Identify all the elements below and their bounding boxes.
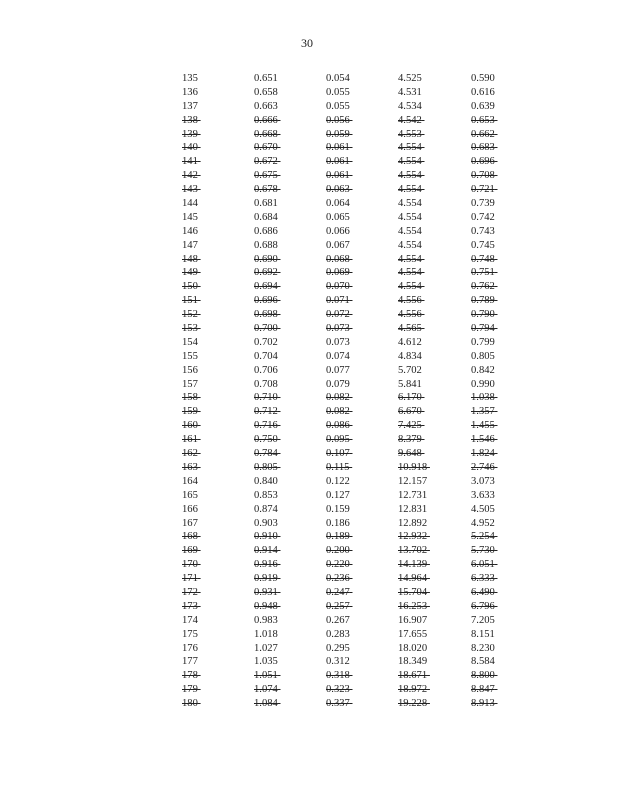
table-cell: 0.082 <box>326 406 350 418</box>
table-cell: 0.070 <box>326 281 350 293</box>
table-cell: 139 <box>182 128 198 140</box>
table-cell: 0.063 <box>326 184 350 196</box>
table-cell: 0.186 <box>326 517 350 529</box>
table-cell: 8.379 <box>398 434 422 446</box>
table-cell: 1.051 <box>254 670 278 682</box>
table-cell: 3.073 <box>471 475 495 487</box>
table-cell: 173 <box>182 600 198 612</box>
table-cell: 135 <box>182 73 198 84</box>
table-cell: 0.056 <box>326 114 350 126</box>
table-cell: 137 <box>182 100 198 112</box>
table-cell: 0.696 <box>471 156 495 168</box>
table-cell: 144 <box>182 198 198 210</box>
table-cell: 1.018 <box>254 628 278 640</box>
table-cell: 8.847 <box>471 684 495 696</box>
table-cell: 17.655 <box>398 628 428 640</box>
table-cell: 180 <box>182 698 198 710</box>
table-cell: 0.668 <box>254 128 278 140</box>
table-cell: 156 <box>182 364 198 376</box>
table-cell: 0.708 <box>471 170 495 182</box>
table-cell: 152 <box>182 309 198 321</box>
table-cell: 0.688 <box>254 239 278 251</box>
table-cell: 0.065 <box>326 211 350 223</box>
table-cell: 4.834 <box>398 350 422 362</box>
table-cell: 166 <box>182 503 198 515</box>
table-cell: 0.672 <box>254 156 278 168</box>
table-cell: 0.910 <box>254 531 278 543</box>
table-cell: 4.525 <box>398 73 422 84</box>
table-cell: 0.662 <box>471 128 495 140</box>
table-cell: 175 <box>182 628 198 640</box>
table-cell: 0.694 <box>254 281 278 293</box>
table-cell: 0.853 <box>254 489 278 501</box>
table-cell: 0.745 <box>471 239 495 251</box>
table-cell: 4.565 <box>398 323 422 335</box>
table-cell: 0.079 <box>326 378 350 390</box>
table-cell: 0.762 <box>471 281 495 293</box>
table-cell: 0.082 <box>326 392 350 404</box>
table-cell: 140 <box>182 142 198 154</box>
table-cell: 0.312 <box>326 656 350 668</box>
table-cell: 6.333 <box>471 573 495 585</box>
table-cell: 0.086 <box>326 420 350 432</box>
table-cell: 0.716 <box>254 420 278 432</box>
table-cell: 8.913 <box>471 698 495 710</box>
table-cell: 12.831 <box>398 503 428 515</box>
table-cell: 146 <box>182 225 198 237</box>
table-cell: 0.267 <box>326 614 350 626</box>
table-cell: 0.247 <box>326 586 350 598</box>
table-cell: 161 <box>182 434 198 446</box>
table-cell: 18.972 <box>398 684 428 696</box>
table-cell: 0.122 <box>326 475 350 487</box>
table-cell: 0.751 <box>471 267 495 279</box>
table-cell: 151 <box>182 295 198 307</box>
table-cell: 0.295 <box>326 642 350 654</box>
table-cell: 4.554 <box>398 156 422 168</box>
table-cell: 4.952 <box>471 517 495 529</box>
table-cell: 4.554 <box>398 267 422 279</box>
table-cell: 167 <box>182 517 198 529</box>
table-cell: 0.748 <box>471 253 495 265</box>
table-cell: 170 <box>182 559 198 571</box>
table-cell: 147 <box>182 239 198 251</box>
table-cell: 0.916 <box>254 559 278 571</box>
table-cell: 158 <box>182 392 198 404</box>
table-cell: 0.914 <box>254 545 278 557</box>
table-cell: 0.236 <box>326 573 350 585</box>
table-cell: 0.931 <box>254 586 278 598</box>
table-cell: 0.220 <box>326 559 350 571</box>
table-cell: 4.542 <box>398 114 422 126</box>
table-cell: 6.170 <box>398 392 422 404</box>
table-cell: 14.139 <box>398 559 428 571</box>
table-cell: 19.228 <box>398 698 428 710</box>
table-cell: 5.702 <box>398 364 422 376</box>
table-cell: 160 <box>182 420 198 432</box>
table-cell: 0.710 <box>254 392 278 404</box>
table-cell: 13.702 <box>398 545 428 557</box>
table-cell: 153 <box>182 323 198 335</box>
table-cell: 0.692 <box>254 267 278 279</box>
table-cell: 0.784 <box>254 448 278 460</box>
table-cell: 6.051 <box>471 559 495 571</box>
table-cell: 5.841 <box>398 378 422 390</box>
table-cell: 169 <box>182 545 198 557</box>
table-cell: 18.671 <box>398 670 428 682</box>
table-cell: 0.794 <box>471 323 495 335</box>
table-cell: 0.159 <box>326 503 350 515</box>
table-cell: 0.743 <box>471 225 495 237</box>
table-cell: 150 <box>182 281 198 293</box>
table-cell: 4.553 <box>398 128 422 140</box>
table-cell: 0.071 <box>326 295 350 307</box>
table-cell: 0.061 <box>326 170 350 182</box>
table-cell: 16.253 <box>398 600 428 612</box>
table-cell: 172 <box>182 586 198 598</box>
table-cell: 1.027 <box>254 642 278 654</box>
table-cell: 168 <box>182 531 198 543</box>
table-cell: 7.425 <box>398 420 422 432</box>
table-cell: 0.708 <box>254 378 278 390</box>
table-cell: 0.700 <box>254 323 278 335</box>
table-cell: 18.349 <box>398 656 428 668</box>
table-cell: 4.554 <box>398 225 422 237</box>
table-cell: 10.918 <box>398 461 428 473</box>
table-cell: 0.189 <box>326 531 350 543</box>
table-cell: 0.318 <box>326 670 350 682</box>
table-cell: 162 <box>182 448 198 460</box>
table-cell: 1.546 <box>471 434 495 446</box>
table-cell: 0.054 <box>326 73 350 84</box>
table-cell: 0.069 <box>326 267 350 279</box>
table-cell: 0.670 <box>254 142 278 154</box>
table-cell: 0.107 <box>326 448 350 460</box>
table-cell: 143 <box>182 184 198 196</box>
table-cell: 0.681 <box>254 198 278 210</box>
table-cell: 0.337 <box>326 698 350 710</box>
table-cell: 0.061 <box>326 156 350 168</box>
table-cell: 177 <box>182 656 198 668</box>
table-cell: 4.556 <box>398 309 422 321</box>
table-cell: 0.323 <box>326 684 350 696</box>
table-cell: 1.455 <box>471 420 495 432</box>
table-cell: 6.490 <box>471 586 495 598</box>
table-cell: 0.067 <box>326 239 350 251</box>
table-cell: 4.554 <box>398 198 422 210</box>
table-cell: 5.730 <box>471 545 495 557</box>
table-cell: 0.663 <box>254 100 278 112</box>
table-cell: 0.678 <box>254 184 278 196</box>
table-cell: 0.666 <box>254 114 278 126</box>
table-cell: 16.907 <box>398 614 428 626</box>
table-cell: 178 <box>182 670 198 682</box>
table-cell: 3.633 <box>471 489 495 501</box>
table-cell: 0.059 <box>326 128 350 140</box>
table-cell: 18.020 <box>398 642 428 654</box>
table-cell: 0.706 <box>254 364 278 376</box>
table-cell: 0.200 <box>326 545 350 557</box>
table-cell: 4.554 <box>398 281 422 293</box>
table-cell: 8.151 <box>471 628 495 640</box>
table-cell: 176 <box>182 642 198 654</box>
table-cell: 0.072 <box>326 309 350 321</box>
table-cell: 0.639 <box>471 100 495 112</box>
table-cell: 0.073 <box>326 336 350 348</box>
table-cell: 1.074 <box>254 684 278 696</box>
table-cell: 4.531 <box>398 86 422 98</box>
table-cell: 174 <box>182 614 198 626</box>
table-cell: 0.073 <box>326 323 350 335</box>
table-cell: 142 <box>182 170 198 182</box>
table-cell: 0.257 <box>326 600 350 612</box>
table-cell: 1.084 <box>254 698 278 710</box>
table-cell: 7.205 <box>471 614 495 626</box>
table-cell: 4.554 <box>398 142 422 154</box>
table-cell: 1.357 <box>471 406 495 418</box>
table-cell: 159 <box>182 406 198 418</box>
table-cell: 0.805 <box>254 461 278 473</box>
table-cell: 0.702 <box>254 336 278 348</box>
table-cell: 0.805 <box>471 350 495 362</box>
table-cell: 0.055 <box>326 86 350 98</box>
table-cell: 154 <box>182 336 198 348</box>
table-cell: 0.712 <box>254 406 278 418</box>
table-cell: 136 <box>182 86 198 98</box>
table-cell: 5.254 <box>471 531 495 543</box>
table-cell: 4.554 <box>398 253 422 265</box>
table-cell: 0.127 <box>326 489 350 501</box>
table-cell: 0.684 <box>254 211 278 223</box>
table-cell: 0.095 <box>326 434 350 446</box>
table-cell: 1.035 <box>254 656 278 668</box>
table-cell: 12.892 <box>398 517 428 529</box>
table-cell: 0.750 <box>254 434 278 446</box>
table-cell: 8.584 <box>471 656 495 668</box>
table-cell: 0.077 <box>326 364 350 376</box>
table-cell: 157 <box>182 378 198 390</box>
table-cell: 0.616 <box>471 86 495 98</box>
table-cell: 0.721 <box>471 184 495 196</box>
table-cell: 8.800 <box>471 670 495 682</box>
table-cell: 0.842 <box>471 364 495 376</box>
table-cell: 0.742 <box>471 211 495 223</box>
table-cell: 0.990 <box>471 378 495 390</box>
table-cell: 4.554 <box>398 211 422 223</box>
table-cell: 165 <box>182 489 198 501</box>
table-cell: 0.919 <box>254 573 278 585</box>
table-cell: 0.064 <box>326 198 350 210</box>
table-cell: 164 <box>182 475 198 487</box>
table-cell: 0.789 <box>471 295 495 307</box>
table-cell: 4.556 <box>398 295 422 307</box>
table-cell: 145 <box>182 211 198 223</box>
table-cell: 0.055 <box>326 100 350 112</box>
table-cell: 4.554 <box>398 239 422 251</box>
table-cell: 0.658 <box>254 86 278 98</box>
table-cell: 0.283 <box>326 628 350 640</box>
table-cell: 0.061 <box>326 142 350 154</box>
table-cell: 179 <box>182 684 198 696</box>
table-cell: 12.157 <box>398 475 428 487</box>
table-cell: 0.690 <box>254 253 278 265</box>
table-cell: 0.903 <box>254 517 278 529</box>
table-cell: 1.824 <box>471 448 495 460</box>
table-cell: 4.612 <box>398 336 422 348</box>
table-cell: 0.874 <box>254 503 278 515</box>
table-cell: 148 <box>182 253 198 265</box>
table-cell: 149 <box>182 267 198 279</box>
table-cell: 0.068 <box>326 253 350 265</box>
table-cell: 0.653 <box>471 114 495 126</box>
table-cell: 0.590 <box>471 73 495 84</box>
table-cell: 0.066 <box>326 225 350 237</box>
table-cell: 2.746 <box>471 461 495 473</box>
table-cell: 6.670 <box>398 406 422 418</box>
table-cell: 8.230 <box>471 642 495 654</box>
table-cell: 0.704 <box>254 350 278 362</box>
table-cell: 141 <box>182 156 198 168</box>
table-cell: 0.675 <box>254 170 278 182</box>
table-cell: 4.554 <box>398 184 422 196</box>
table-cell: 0.683 <box>471 142 495 154</box>
table-cell: 0.686 <box>254 225 278 237</box>
table-cell: 0.651 <box>254 73 278 84</box>
table-cell: 0.983 <box>254 614 278 626</box>
table-cell: 1.038 <box>471 392 495 404</box>
table-cell: 0.799 <box>471 336 495 348</box>
table-cell: 138 <box>182 114 198 126</box>
table-cell: 4.505 <box>471 503 495 515</box>
table-cell: 155 <box>182 350 198 362</box>
page-number: 30 <box>301 36 313 50</box>
table-cell: 14.964 <box>398 573 428 585</box>
table-cell: 0.739 <box>471 198 495 210</box>
table-cell: 9.648 <box>398 448 422 460</box>
table-cell: 0.840 <box>254 475 278 487</box>
table-cell: 6.796 <box>471 600 495 612</box>
table-cell: 0.074 <box>326 350 350 362</box>
table-cell: 15.704 <box>398 586 428 598</box>
table-cell: 0.948 <box>254 600 278 612</box>
table-cell: 4.534 <box>398 100 422 112</box>
table-cell: 4.554 <box>398 170 422 182</box>
table-cell: 0.698 <box>254 309 278 321</box>
table-cell: 0.115 <box>326 461 350 473</box>
table-cell: 0.696 <box>254 295 278 307</box>
table-cell: 171 <box>182 573 198 585</box>
table-cell: 163 <box>182 461 198 473</box>
table-cell: 0.790 <box>471 309 495 321</box>
table-cell: 12.932 <box>398 531 428 543</box>
table-cell: 12.731 <box>398 489 428 501</box>
